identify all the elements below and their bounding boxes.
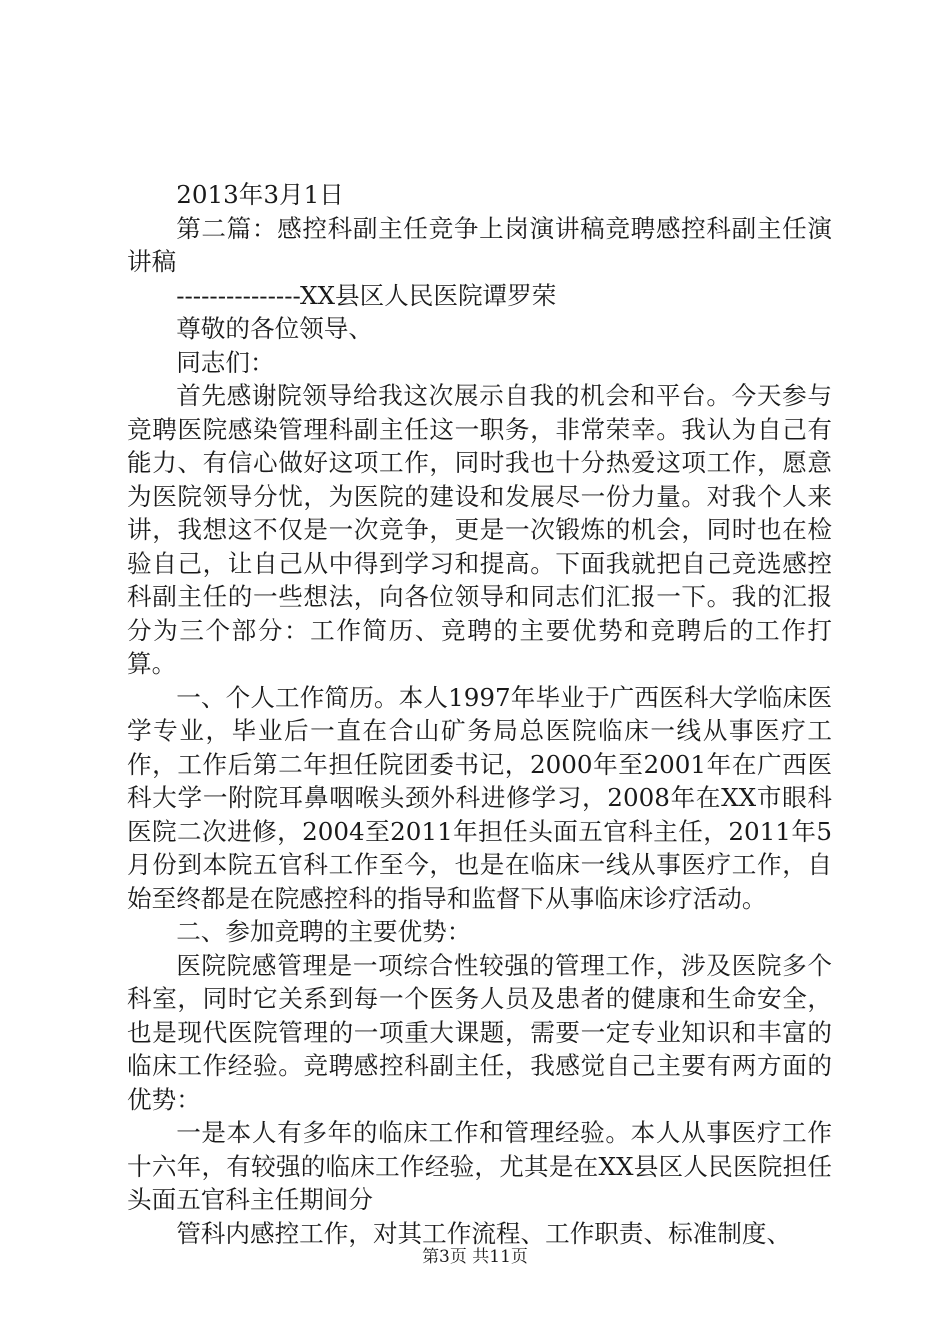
- salutation-leaders: 尊敬的各位领导、: [176, 314, 373, 343]
- paragraph-work-history: 一、个人工作简历。本人1997年毕业于广西医科大学临床医学专业，毕业后一直在合山矿务局总医院临床一线从事医疗工作，工作后第二年担任院团委书记，2000年至2001年在广西医科大学一附院耳鼻咽喉头颈外科进修学习，2008年在XX市眼科医院二次进修，2004至2011年担任头面五官科主任，2011年5月份到本院五官科工作至今，也是在临床一线从事医疗工作，自始至终都是在院感控科的指导和监督下从事临床诊疗活动。: [127, 682, 832, 913]
- paragraph-continued: 管科内感控工作，对其工作流程、工作职责、标准制度、: [176, 1218, 792, 1248]
- paragraph-advantages-heading: 二、参加竞聘的主要优势：: [176, 917, 472, 946]
- salutation-comrades: 同志们：: [176, 347, 275, 377]
- document-body: [127, 178, 832, 1250]
- paragraph-advantage-one: 一是本人有多年的临床工作和管理经验。本人从事医疗工作十六年，有较强的临床工作经验，尤其是在XX县区人民医院担任头面五官科主任期间分: [127, 1118, 832, 1214]
- document-title: 第二篇：感控科副主任竞争上岗演讲稿竞聘感控科副主任演讲稿: [127, 213, 832, 276]
- paragraph-advantages-overview: 医院院感管理是一项综合性较强的管理工作，涉及医院多个科室，同时它关系到每一个医务人员及患者的健康和生命安全，也是现代医院管理的一项重大课题，需要一定专业知识和丰富的临床工作经验。竞聘感控科副主任，我感觉自己主要有两方面的优势：: [127, 950, 832, 1114]
- paragraph-intro: 首先感谢院领导给我这次展示自我的机会和平台。今天参与竞聘医院感染管理科副主任这一职务，非常荣幸。我认为自己有能力、有信心做好这项工作，同时我也十分热爱这项工作，愿意为医院领导分忧，为医院的建设和发展尽一份力量。对我个人来讲，我想这不仅是一次竞争，更是一次锻炼的机会，同时也在检验自己，让自己从中得到学习和提高。下面我就把自己竞选感控科副主任的一些想法，向各位领导和同志们汇报一下。我的汇报分为三个部分：工作简历、竞聘的主要优势和竞聘后的工作打算。: [127, 381, 832, 678]
- document-date: 2013年3月1日: [176, 180, 344, 209]
- page-footer: 第3页 共11页: [422, 1247, 528, 1267]
- author-signature: ---------------XX县区人民医院谭罗荣: [176, 280, 557, 310]
